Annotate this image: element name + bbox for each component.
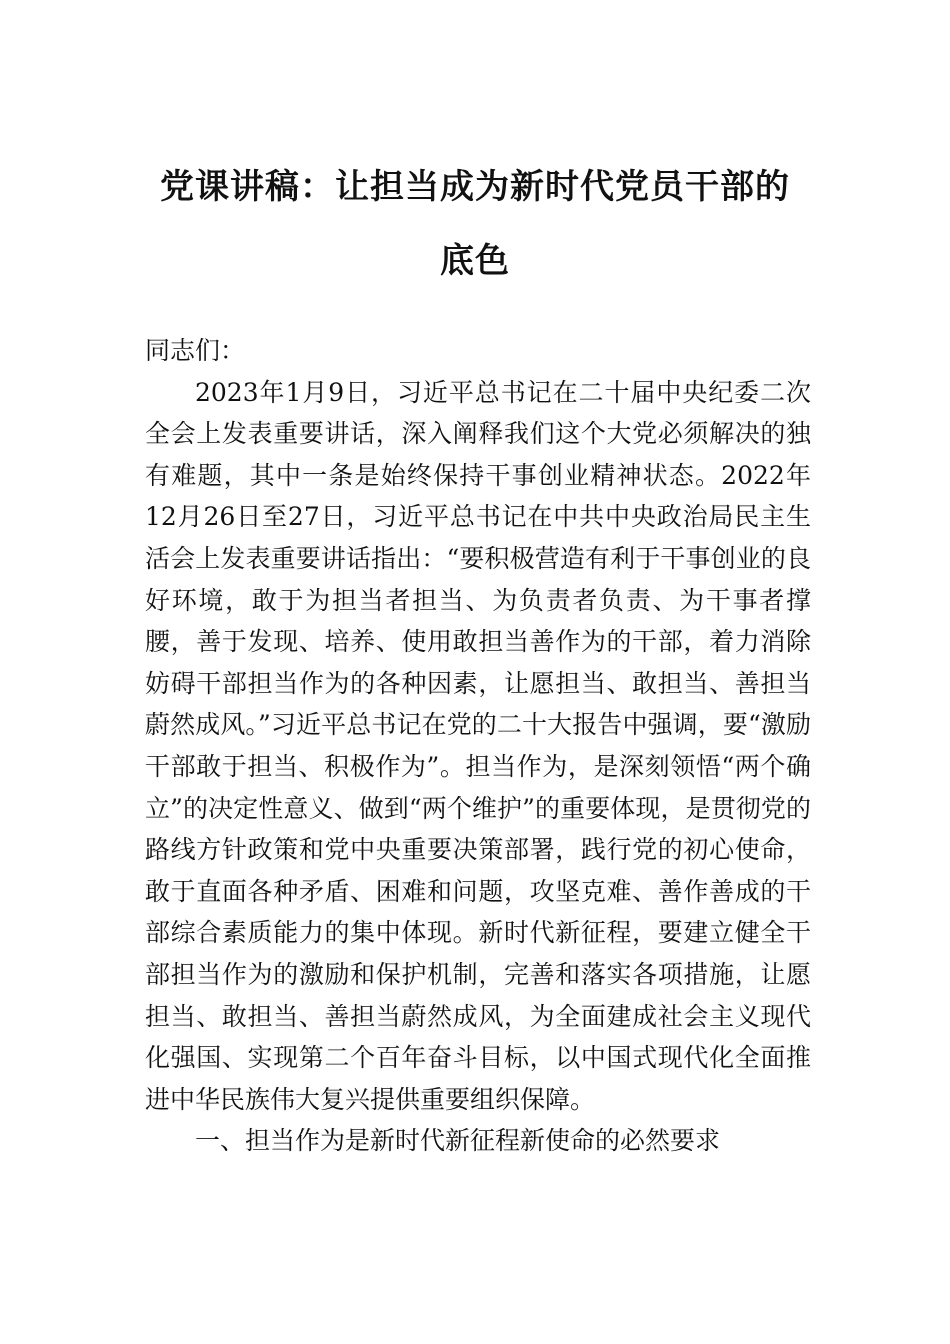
document-body (145, 330, 811, 1162)
body-paragraph: 2023年1月9日，习近平总书记在二十届中央纪委二次全会上发表重要讲话，深入阐释我们这个大党必须解决的独有难题，其中一条是始终保持干事创业精神状态。2022年12月26日至27日，习近平总书记在中共中央政治局民主生活会上发表重要讲话指出：“要积极营造有利于干事创业的良好环境，敢于为担当者担当、为负责者负责、为干事者撑腰，善于发现、培养、使用敢担当善作为的干部，着力消除妨碍干部担当作为的各种因素，让愿担当、敢担当、善担当蔚然成风。”习近平总书记在党的二十大报告中强调，要“激励干部敢于担当、积极作为”。担当作为，是深刻领悟“两个确立”的决定性意义、做到“两个维护”的重要体现，是贯彻党的路线方针政策和党中央重要决策部署，践行党的初心使命，敢于直面各种矛盾、困难和问题，攻坚克难、善作善成的干部综合素质能力的集中体现。新时代新征程，要建立健全干部担当作为的激励和保护机制，完善和落实各项措施，让愿担当、敢担当、善担当蔚然成风，为全面建成社会主义现代化强国、实现第二个百年奋斗目标，以中国式现代化全面推进中华民族伟大复兴提供重要组织保障。 (145, 377, 811, 1114)
title-line-1: 党课讲稿：让担当成为新时代党员干部的 (160, 167, 790, 207)
document-title (140, 150, 810, 298)
title-line-2: 底色 (440, 241, 510, 281)
section-heading: 一、担当作为是新时代新征程新使命的必然要求 (195, 1126, 721, 1156)
salutation: 同志们： (145, 336, 246, 365)
